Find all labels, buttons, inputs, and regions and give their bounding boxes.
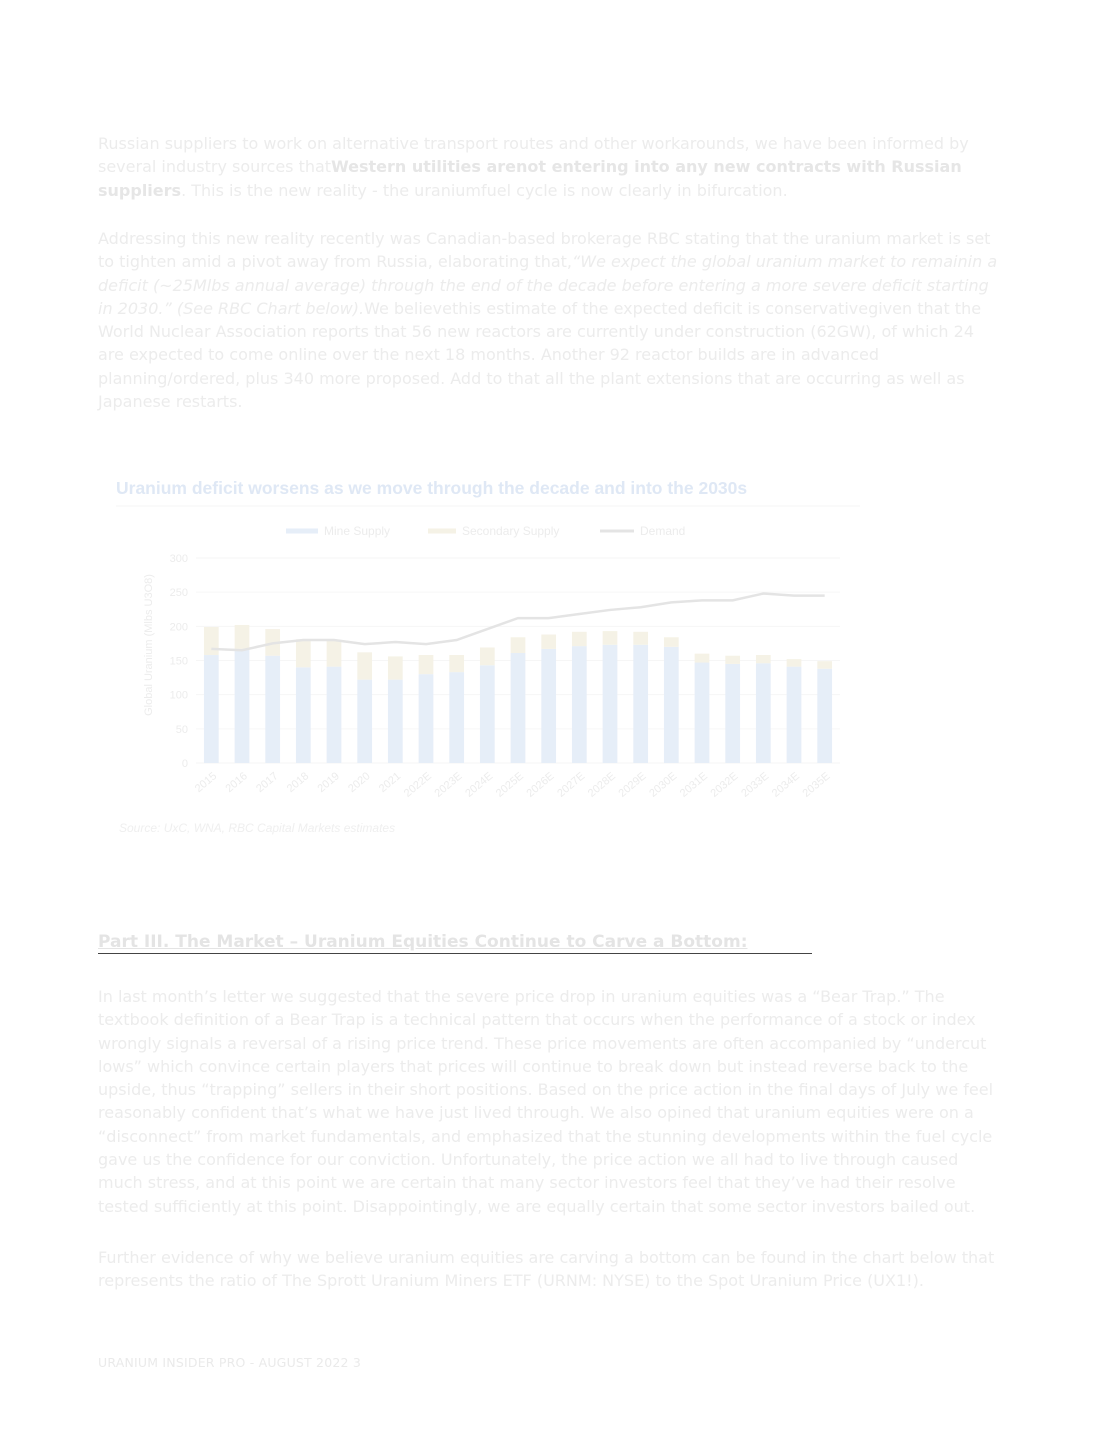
mine-supply-bar-2019 bbox=[327, 667, 342, 763]
mine-supply-bar-2029E bbox=[633, 645, 648, 763]
legend-label-secondary-supply: Secondary Supply bbox=[462, 524, 560, 538]
y-tick-label-0: 0 bbox=[181, 758, 188, 770]
secondary-supply-bar-2024E bbox=[480, 648, 495, 666]
y-tick-label-250: 250 bbox=[169, 587, 188, 600]
secondary-supply-bar-2034E bbox=[787, 659, 802, 667]
y-axis-label: Global Uranium (Mlbs U3O8) bbox=[143, 574, 155, 716]
secondary-supply-bar-2027E bbox=[572, 632, 587, 646]
mine-supply-bar-2024E bbox=[480, 665, 495, 763]
y-tick-label-300: 300 bbox=[169, 553, 188, 565]
chart-title: Uranium deficit worsens as we move through the decade and into the 2030s bbox=[116, 478, 748, 498]
section-heading-part-3 bbox=[98, 931, 812, 954]
mine-supply-bar-2020 bbox=[357, 680, 372, 763]
mine-supply-bar-2023E bbox=[449, 672, 464, 763]
mine-supply-bar-2028E bbox=[603, 645, 618, 763]
legend-swatch-mine-supply bbox=[286, 529, 318, 534]
x-tick-label-2029E: 2029E bbox=[616, 770, 649, 800]
x-axis-ticks bbox=[193, 770, 833, 800]
x-tick-label-2031E: 2031E bbox=[677, 770, 710, 800]
mine-supply-bar-2032E bbox=[725, 664, 740, 763]
mine-supply-bar-2030E bbox=[664, 647, 679, 763]
x-tick-label-2020: 2020 bbox=[346, 770, 373, 796]
p2-italic-quote: “We expect the global uranium market to remainin a deficit (~25Mlbs annual average) through the end of the decade before entering a more severe deficit starting in 2030.” (See RBC Chart below). bbox=[98, 252, 998, 318]
x-tick-label-2034E: 2034E bbox=[769, 770, 802, 800]
chart-source: Source: UxC, WNA, RBC Capital Markets estimates bbox=[119, 821, 396, 835]
x-tick-label-2035E: 2035E bbox=[800, 770, 833, 800]
x-tick-label-2030E: 2030E bbox=[647, 770, 680, 800]
chart-bars bbox=[204, 625, 832, 763]
secondary-supply-bar-2028E bbox=[603, 631, 618, 645]
secondary-supply-bar-2023E bbox=[449, 655, 464, 672]
x-tick-label-2028E: 2028E bbox=[585, 770, 618, 800]
page-footer: URANIUM INSIDER PRO - AUGUST 2022 3 bbox=[98, 1355, 361, 1370]
paragraph-rbc-deficit bbox=[98, 227, 1003, 413]
paragraph-further-evidence: Further evidence of why we believe uranium equities are carving a bottom can be found in the chart below that represents the ratio of The Sprott Uranium Miners ETF (URNM: NYSE) to the Spot Uranium Price (UX1!). bbox=[98, 1248, 995, 1291]
legend-label-demand: Demand bbox=[640, 524, 686, 538]
mine-supply-bar-2031E bbox=[695, 663, 710, 763]
legend-label-mine-supply: Mine Supply bbox=[324, 524, 391, 538]
mine-supply-bar-2027E bbox=[572, 646, 587, 763]
secondary-supply-bar-2029E bbox=[633, 632, 648, 645]
p1-text-start: Russian suppliers to work on alternative transport routes and other workarounds, we have been informed by several industry sources that bbox=[98, 134, 969, 177]
secondary-supply-bar-2021 bbox=[388, 656, 403, 679]
secondary-supply-bar-2018 bbox=[296, 639, 311, 667]
x-tick-label-2032E: 2032E bbox=[708, 770, 741, 800]
x-tick-label-2017: 2017 bbox=[254, 770, 281, 796]
mine-supply-bar-2025E bbox=[511, 653, 526, 763]
y-tick-label-150: 150 bbox=[169, 655, 188, 668]
secondary-supply-bar-2016 bbox=[235, 625, 250, 649]
chart-legend bbox=[286, 524, 685, 538]
mine-supply-bar-2021 bbox=[388, 680, 403, 763]
secondary-supply-bar-2020 bbox=[357, 652, 372, 679]
secondary-supply-bar-2035E bbox=[817, 661, 832, 669]
x-tick-label-2024E: 2024E bbox=[463, 770, 496, 800]
x-tick-label-2015: 2015 bbox=[192, 770, 220, 796]
secondary-supply-bar-2033E bbox=[756, 655, 771, 663]
y-axis-ticks bbox=[170, 553, 188, 770]
uranium-deficit-chart bbox=[100, 470, 860, 850]
secondary-supply-bar-2031E bbox=[695, 654, 710, 663]
paragraph-bear-trap: In last month’s letter we suggested that the severe price drop in uranium equities was a “Bear Trap.” The textbook definition of a Bear Trap is a technical pattern that occurs when the performance of a stock or index wrongly signals a reversal of a rising price trend. These price movements are often accompanied by “undercut lows” which convince certain players that prices will continue to break down but instead reverse back to the upside, thus “trapping” sellers in their short positions. Based on the price action in the final days of July we feel reasonably confident that’s what we have just lived through. We also opined that uranium equities were on a “disconnect” from market fundamentals, and emphasized that the stunning developments within the fuel cycle gave us the confidence for our conviction. Unfortunately, the price action we all had to live through caused much stress, and at this point we are certain that many sector investors feel that they’ve had their resolve tested sufficiently at this point. Disappointingly, we are equally certain that some sector investors bailed out. bbox=[98, 987, 994, 1216]
mine-supply-bar-2026E bbox=[541, 649, 556, 763]
secondary-supply-bar-2032E bbox=[725, 656, 740, 664]
y-tick-label-200: 200 bbox=[169, 621, 188, 634]
mine-supply-bar-2018 bbox=[296, 667, 311, 763]
x-tick-label-2018: 2018 bbox=[284, 770, 312, 796]
mine-supply-bar-2015 bbox=[204, 655, 219, 763]
x-tick-label-2025E: 2025E bbox=[493, 770, 526, 800]
x-tick-label-2027E: 2027E bbox=[555, 770, 588, 800]
x-tick-label-2021: 2021 bbox=[376, 770, 404, 796]
y-tick-label-50: 50 bbox=[175, 723, 188, 736]
p2-text-start: Addressing this new reality recently was Canadian-based brokerage RBC stating that the uranium market is set to tighten amid a pivot away from Russia, elaborating that, bbox=[98, 229, 991, 272]
mine-supply-bar-2016 bbox=[235, 649, 250, 763]
secondary-supply-bar-2025E bbox=[511, 637, 526, 653]
x-tick-label-2022E: 2022E bbox=[401, 770, 434, 800]
secondary-supply-bar-2015 bbox=[204, 627, 219, 655]
x-tick-label-2016: 2016 bbox=[223, 770, 250, 796]
p1-text-end: . This is the new reality - the uraniumfuel cycle is now clearly in bifurcation. bbox=[181, 180, 788, 200]
x-tick-label-2019: 2019 bbox=[315, 770, 342, 796]
secondary-supply-bar-2026E bbox=[541, 635, 556, 649]
mine-supply-bar-2035E bbox=[817, 669, 832, 763]
p2-text-end: We believethis estimate of the expected deficit is conservativegiven that the World Nuclear Association reports that 56 new reactors are currently under construction (62GW), of which 24 are expected to come online over the next 18 months. Another 92 reactor builds are in advanced planning/ordered, plus 340 more proposed. Add to that all the plant extensions that are occurring as well as Japanese restarts. bbox=[98, 298, 982, 412]
secondary-supply-bar-2030E bbox=[664, 637, 679, 647]
mine-supply-bar-2034E bbox=[787, 667, 802, 763]
secondary-supply-bar-2022E bbox=[419, 655, 434, 674]
p1-bold-text: Western utilities arenot entering into any new contracts with Russian suppliers bbox=[98, 157, 962, 200]
y-tick-label-100: 100 bbox=[169, 689, 188, 702]
paragraph-russian-suppliers bbox=[98, 132, 1003, 202]
mine-supply-bar-2017 bbox=[265, 656, 280, 763]
x-tick-label-2033E: 2033E bbox=[739, 770, 772, 800]
x-tick-label-2026E: 2026E bbox=[524, 770, 557, 800]
mine-supply-bar-2022E bbox=[419, 674, 434, 763]
mine-supply-bar-2033E bbox=[756, 663, 771, 763]
secondary-supply-bar-2019 bbox=[327, 641, 342, 667]
legend-swatch-secondary-supply bbox=[428, 529, 456, 534]
x-tick-label-2023E: 2023E bbox=[432, 770, 465, 800]
section-heading-text: Part III. The Market – Uranium Equities Continue to Carve a Bottom: bbox=[98, 932, 748, 952]
